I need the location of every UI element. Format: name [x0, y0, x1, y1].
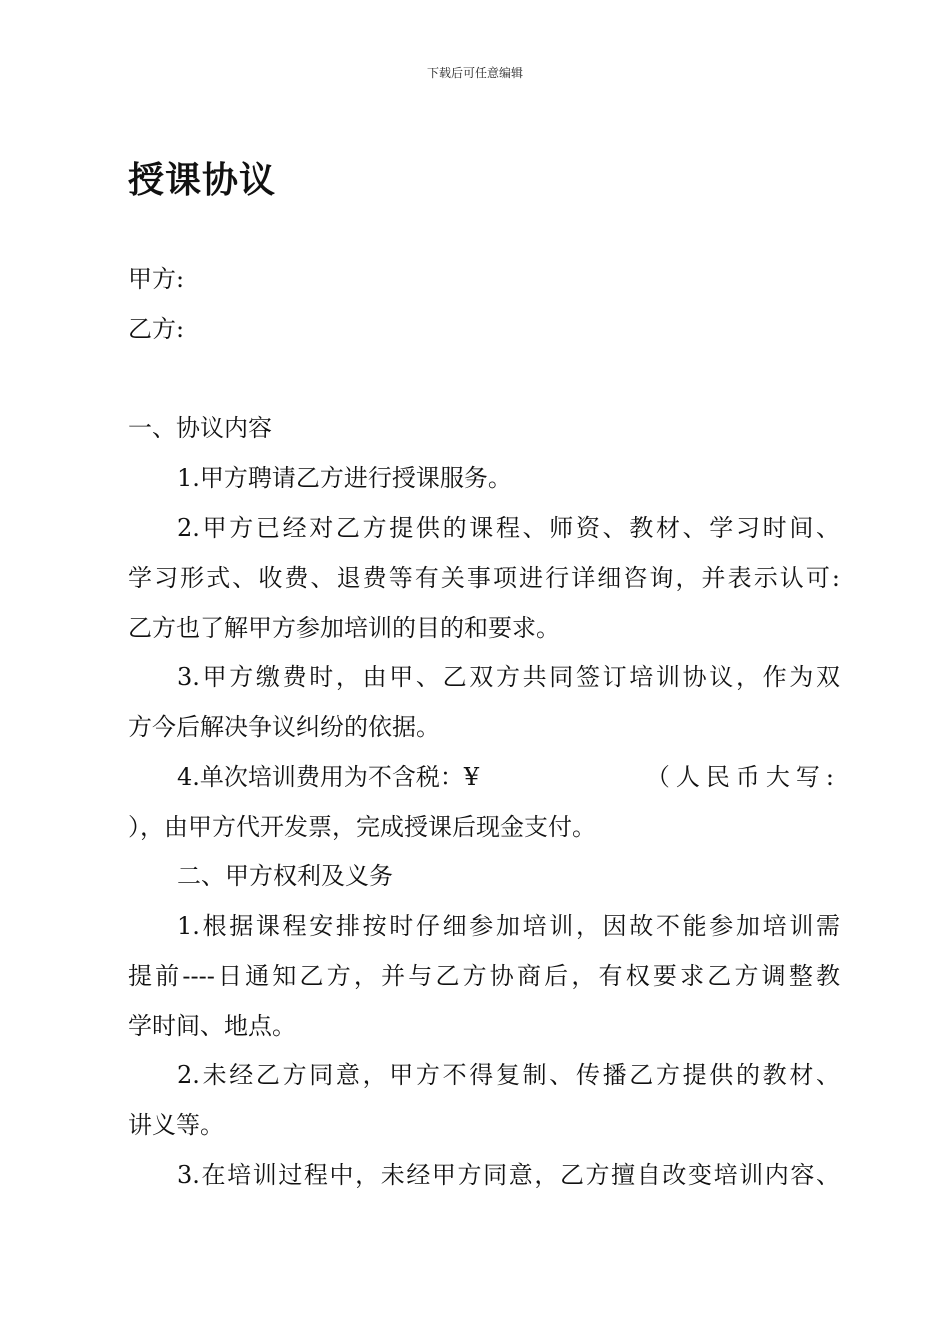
- section1-item4-line1: [177, 761, 840, 793]
- section2-item1-line3: 学时间、地点。: [128, 1012, 296, 1040]
- section1-item3-line1: 3.甲方缴费时，由甲、乙双方共同签订培训协议，作为双: [177, 663, 840, 691]
- section2-item3-line1: 3.在培训过程中，未经甲方同意，乙方擅自改变培训内容、: [177, 1161, 840, 1189]
- party-a-label: 甲方:: [128, 265, 185, 293]
- section2-item2-line2: 讲义等。: [128, 1111, 224, 1139]
- section2-item1-line2: 提前----日通知乙方，并与乙方协商后，有权要求乙方调整教: [128, 962, 840, 990]
- section1-heading: 一、协议内容: [128, 414, 272, 442]
- fee-label: 4.单次培训费用为不含税：¥: [177, 763, 480, 791]
- party-b-label: 乙方:: [128, 315, 185, 343]
- section1-item4-line2: ），由甲方代开发票，完成授课后现金支付。: [128, 813, 596, 841]
- section1-item1: 1.甲方聘请乙方进行授课服务。: [177, 464, 512, 492]
- fee-capital-label: （人民币大写:: [645, 763, 840, 791]
- section1-item2-line2: 学习形式、收费、退费等有关事项进行详细咨询，并表示认可:: [128, 564, 840, 592]
- section2-item1-line1: 1.根据课程安排按时仔细参加培训，因故不能参加培训需: [177, 912, 840, 940]
- page-header: 下载后可任意编辑: [426, 66, 523, 80]
- section2-heading: 二、甲方权利及义务: [177, 862, 393, 890]
- section2-item2-line1: 2.未经乙方同意，甲方不得复制、传播乙方提供的教材、: [177, 1061, 840, 1089]
- section1-item2-line3: 乙方也了解甲方参加培训的目的和要求。: [128, 614, 560, 642]
- section1-item3-line2: 方今后解决争议纠纷的依据。: [128, 713, 440, 741]
- document-title: 授课协议: [128, 160, 277, 201]
- section1-item2-line1: 2.甲方已经对乙方提供的课程、师资、教材、学习时间、: [177, 514, 840, 542]
- fee-amount-blank: [508, 761, 618, 793]
